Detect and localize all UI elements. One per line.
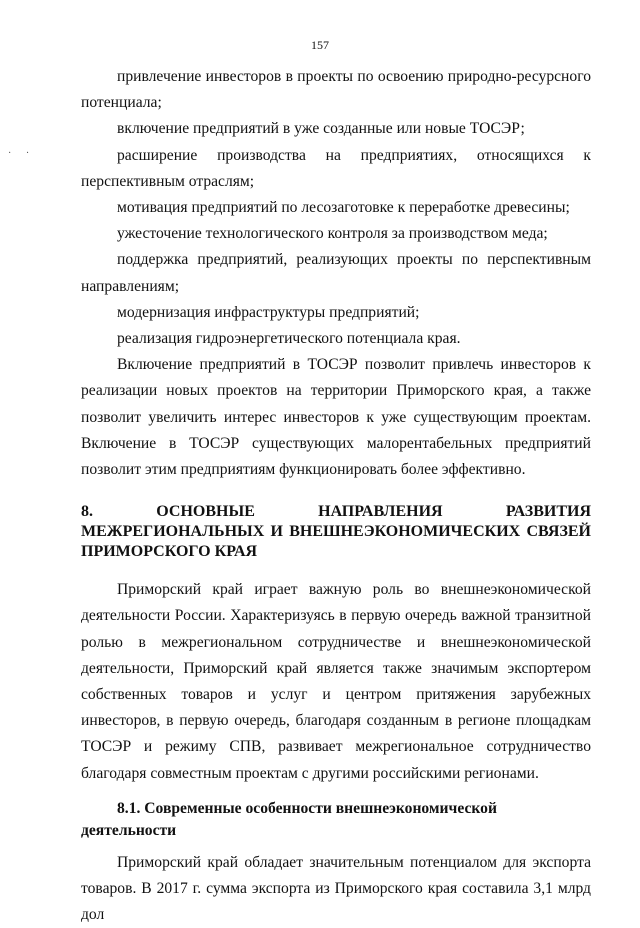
paragraph-tosr: Включение предприятий в ТОСЭР позволит привлечь инвесторов к реализации новых проектов на территории Приморского края, а также позволит увеличить интерес инвесторов к уже существующим проектам. Включение в ТОСЭР существующих малорентабельных предприятий позволит этим предприятиям функционировать более эффективно. (81, 356, 591, 479)
list-item: мотивация предприятий по лесозаготовке к переработке древесины; (117, 199, 570, 217)
list-item: реализация гидроэнергетического потенциала края. (117, 330, 461, 348)
margin-marks: · · (8, 148, 36, 159)
list-item: расширение производства на предприятиях, относящихся к перспективным отраслям; (81, 146, 591, 190)
list-item: поддержка предприятий, реализующих проекты по перспективным направлениям; (81, 251, 591, 295)
section-8-1-paragraph: Приморский край обладает значительным потенциалом для экспорта товаров. В 2017 г. сумма экспорта из Приморского края составила 3,1 млрд дол (81, 853, 591, 924)
section-8-heading: 8. ОСНОВНЫЕ НАПРАВЛЕНИЯ РАЗВИТИЯ МЕЖРЕГИОНАЛЬНЫХ И ВНЕШНЕЭКОНОМИЧЕСКИХ СВЯЗЕЙ ПРИМОРСКОГО КРАЯ (81, 503, 591, 561)
list-item: модернизация инфраструктуры предприятий; (117, 303, 420, 321)
section-8-1-heading: 8.1. Современные особенности внешнеэкономической деятельности (81, 799, 497, 839)
list-item: ужесточение технологического контроля за производством меда; (117, 225, 548, 243)
list-item: привлечение инвесторов в проекты по освоению природно-ресурсного потенциала; (81, 68, 591, 112)
page-body (81, 64, 591, 928)
section-8-paragraph: Приморский край играет важную роль во внешнеэкономической деятельности России. Характеризуясь в первую очередь важной транзитной ролью в межрегиональном сотрудничестве и внешнеэкономической деятельности, Приморский край является также значимым экспортером собственных товаров и услуг и центром притяжения зарубежных инвесторов, в первую очередь, благодаря созданным в регионе площадкам ТОСЭР и режиму СПВ, развивает межрегиональное сотрудничество благодаря совместным проектам с другими российскими регионами. (81, 581, 591, 782)
list-item: включение предприятий в уже созданные или новые ТОСЭР; (117, 120, 525, 138)
page-number: 157 (311, 38, 329, 52)
